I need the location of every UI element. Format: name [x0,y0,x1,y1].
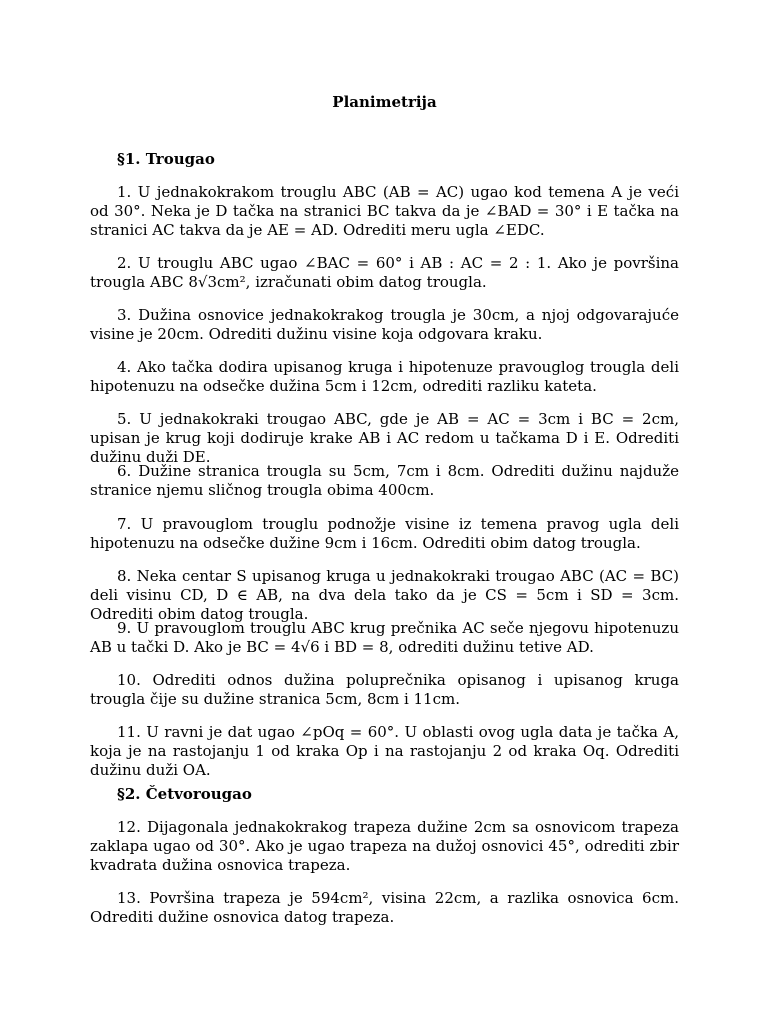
problem-5: 5. U jednakokraki trougao ABC, gde je AB = AC = 3cm i BC = 2cm, upisan je krug koji dodiruje krake AB i AC redom u tačkama D i E. Odrediti dužinu duži DE. [90,410,679,466]
problem-7: 7. U pravouglom trouglu podnožje visine iz temena pravog ugla deli hipotenuzu na odsečke dužine 9cm i 16cm. Odrediti obim datog trougla. [90,515,679,552]
problem-6: 6. Dužine stranica trougla su 5cm, 7cm i 8cm. Odrediti dužinu najduže stranice njemu sličnog trougla obima 400cm. [90,462,679,499]
problem-1: 1. U jednakokrakom trouglu ABC (AB = AC) ugao kod temena A je veći od 30°. Neka je D tačka na stranici BC takva da je ∠BAD = 30° i E tačka na stranici AC takva da je AE = AD. Odrediti meru ugla ∠EDC. [90,183,679,239]
problem-13: 13. Površina trapeza je 594cm², visina 22cm, a razlika osnovica 6cm. Odrediti dužine osnovica datog trapeza. [90,889,679,926]
document-title: Planimetrija [332,93,437,111]
problem-12: 12. Dijagonala jednakokrakog trapeza dužine 2cm sa osnovicom trapeza zaklapa ugao od 30°. Ako je ugao trapeza na dužoj osnovici 45°, odrediti zbir kvadrata dužina osnovica trapeza. [90,818,679,874]
section-heading-cetvorougao: §2. Četvorougao [117,785,252,803]
section-heading-trougao: §1. Trougao [117,150,215,168]
problem-3: 3. Dužina osnovice jednakokrakog trougla je 30cm, a njoj odgovarajuće visine je 20cm. Odrediti dužinu visine koja odgovara kraku. [90,306,679,343]
problem-4: 4. Ako tačka dodira upisanog kruga i hipotenuze pravouglog trougla deli hipotenuzu na odsečke dužina 5cm i 12cm, odrediti razliku kateta. [90,358,679,395]
problem-9: 9. U pravouglom trouglu ABC krug prečnika AC seče njegovu hipotenuzu AB u tački D. Ako je BC = 4√6 i BD = 8, odrediti dužinu tetive AD. [90,619,679,656]
problem-10: 10. Odrediti odnos dužina poluprečnika opisanog i upisanog kruga trougla čije su dužine stranica 5cm, 8cm i 11cm. [90,671,679,708]
problem-11: 11. U ravni je dat ugao ∠pOq = 60°. U oblasti ovog ugla data je tačka A, koja je na rastojanju 1 od kraka Op i na rastojanju 2 od kraka Oq. Odrediti dužinu duži OA. [90,723,679,779]
problem-2: 2. U trouglu ABC ugao ∠BAC = 60° i AB : AC = 2 : 1. Ako je površina trougla ABC 8√3cm², izračunati obim datog trougla. [90,254,679,291]
problem-8: 8. Neka centar S upisanog kruga u jednakokraki trougao ABC (AC = BC) deli visinu CD, D ∈ AB, na dva dela tako da je CS = 5cm i SD = 3cm. Odrediti obim datog trougla. [90,567,679,623]
